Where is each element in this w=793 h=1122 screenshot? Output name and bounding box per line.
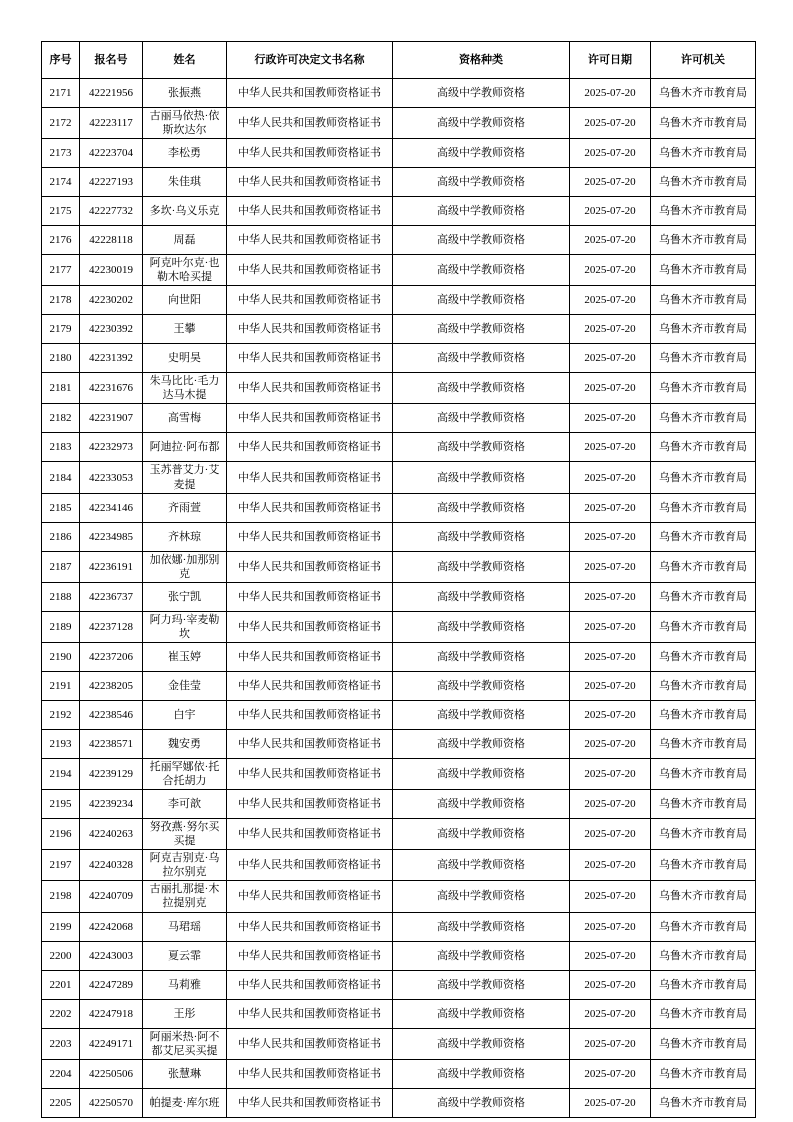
cell-type: 高级中学教师资格	[393, 700, 570, 729]
cell-type: 高级中学教师资格	[393, 255, 570, 286]
cell-doc: 中华人民共和国教师资格证书	[227, 493, 393, 522]
table-row	[42, 226, 756, 255]
cell-org: 乌鲁木齐市教育局	[651, 551, 756, 582]
cell-date: 2025-07-20	[570, 881, 651, 912]
cell-reg: 42234146	[80, 493, 143, 522]
header-row	[42, 42, 756, 79]
cell-type: 高级中学教师资格	[393, 522, 570, 551]
cell-doc: 中华人民共和国教师资格证书	[227, 700, 393, 729]
cell-name: 周磊	[143, 226, 227, 255]
table-row	[42, 286, 756, 315]
cell-name: 王攀	[143, 315, 227, 344]
table-row	[42, 315, 756, 344]
cell-date: 2025-07-20	[570, 404, 651, 433]
cell-org: 乌鲁木齐市教育局	[651, 404, 756, 433]
cell-no: 2174	[42, 168, 80, 197]
cell-doc: 中华人民共和国教师资格证书	[227, 522, 393, 551]
cell-no: 2195	[42, 790, 80, 819]
cell-name: 白宇	[143, 700, 227, 729]
cell-org: 乌鲁木齐市教育局	[651, 700, 756, 729]
cell-reg: 42238571	[80, 729, 143, 758]
cell-date: 2025-07-20	[570, 315, 651, 344]
cell-type: 高级中学教师资格	[393, 970, 570, 999]
cell-no: 2180	[42, 344, 80, 373]
cell-name: 崔玉婷	[143, 642, 227, 671]
table-row	[42, 790, 756, 819]
table-row	[42, 522, 756, 551]
cell-org: 乌鲁木齐市教育局	[651, 999, 756, 1028]
cell-type: 高级中学教师资格	[393, 758, 570, 789]
cell-no: 2192	[42, 700, 80, 729]
cell-reg: 42227193	[80, 168, 143, 197]
cell-org: 乌鲁木齐市教育局	[651, 255, 756, 286]
cell-type: 高级中学教师资格	[393, 344, 570, 373]
cell-date: 2025-07-20	[570, 700, 651, 729]
table-row	[42, 671, 756, 700]
cell-type: 高级中学教师资格	[393, 226, 570, 255]
cell-org: 乌鲁木齐市教育局	[651, 758, 756, 789]
cell-name: 史明昊	[143, 344, 227, 373]
cell-no: 2201	[42, 970, 80, 999]
cell-date: 2025-07-20	[570, 970, 651, 999]
cell-no: 2197	[42, 850, 80, 881]
cell-reg: 42250570	[80, 1088, 143, 1117]
cell-name: 齐雨萱	[143, 493, 227, 522]
cell-no: 2189	[42, 611, 80, 642]
cell-org: 乌鲁木齐市教育局	[651, 79, 756, 108]
cell-date: 2025-07-20	[570, 758, 651, 789]
cell-doc: 中华人民共和国教师资格证书	[227, 582, 393, 611]
cell-type: 高级中学教师资格	[393, 108, 570, 139]
table-row	[42, 433, 756, 462]
cell-reg: 42236737	[80, 582, 143, 611]
cell-org: 乌鲁木齐市教育局	[651, 197, 756, 226]
cell-doc: 中华人民共和国教师资格证书	[227, 462, 393, 493]
table-row	[42, 1088, 756, 1117]
cell-date: 2025-07-20	[570, 1028, 651, 1059]
cell-no: 2181	[42, 373, 80, 404]
cell-org: 乌鲁木齐市教育局	[651, 582, 756, 611]
cell-date: 2025-07-20	[570, 1088, 651, 1117]
cell-reg: 42238546	[80, 700, 143, 729]
license-table	[41, 41, 756, 1118]
cell-reg: 42237128	[80, 611, 143, 642]
table-row	[42, 819, 756, 850]
cell-no: 2177	[42, 255, 80, 286]
table-row	[42, 611, 756, 642]
cell-no: 2196	[42, 819, 80, 850]
table-row	[42, 168, 756, 197]
cell-date: 2025-07-20	[570, 433, 651, 462]
cell-reg: 42249171	[80, 1028, 143, 1059]
cell-date: 2025-07-20	[570, 819, 651, 850]
cell-date: 2025-07-20	[570, 850, 651, 881]
cell-name: 阿克叶尔克·也勒木哈买提	[143, 255, 227, 286]
cell-no: 2182	[42, 404, 80, 433]
table-row	[42, 729, 756, 758]
table-row	[42, 1059, 756, 1088]
cell-org: 乌鲁木齐市教育局	[651, 226, 756, 255]
cell-reg: 42240709	[80, 881, 143, 912]
cell-reg: 42230019	[80, 255, 143, 286]
cell-date: 2025-07-20	[570, 941, 651, 970]
cell-reg: 42240328	[80, 850, 143, 881]
cell-reg: 42227732	[80, 197, 143, 226]
cell-org: 乌鲁木齐市教育局	[651, 139, 756, 168]
cell-name: 古丽马依热·依斯坎达尔	[143, 108, 227, 139]
cell-name: 向世阳	[143, 286, 227, 315]
cell-no: 2205	[42, 1088, 80, 1117]
cell-org: 乌鲁木齐市教育局	[651, 286, 756, 315]
cell-name: 张慧琳	[143, 1059, 227, 1088]
cell-date: 2025-07-20	[570, 79, 651, 108]
cell-org: 乌鲁木齐市教育局	[651, 671, 756, 700]
cell-no: 2194	[42, 758, 80, 789]
cell-no: 2175	[42, 197, 80, 226]
cell-date: 2025-07-20	[570, 611, 651, 642]
table-row	[42, 462, 756, 493]
column-header-serial-no: 序号	[42, 42, 80, 79]
cell-type: 高级中学教师资格	[393, 373, 570, 404]
cell-type: 高级中学教师资格	[393, 139, 570, 168]
cell-date: 2025-07-20	[570, 790, 651, 819]
table-row	[42, 758, 756, 789]
cell-name: 帕提麦·库尔班	[143, 1088, 227, 1117]
cell-doc: 中华人民共和国教师资格证书	[227, 433, 393, 462]
cell-doc: 中华人民共和国教师资格证书	[227, 139, 393, 168]
cell-org: 乌鲁木齐市教育局	[651, 850, 756, 881]
cell-date: 2025-07-20	[570, 168, 651, 197]
cell-org: 乌鲁木齐市教育局	[651, 912, 756, 941]
cell-name: 托丽罕娜依·托合托胡力	[143, 758, 227, 789]
cell-reg: 42242068	[80, 912, 143, 941]
cell-doc: 中华人民共和国教师资格证书	[227, 1088, 393, 1117]
cell-type: 高级中学教师资格	[393, 582, 570, 611]
cell-doc: 中华人民共和国教师资格证书	[227, 226, 393, 255]
cell-reg: 42250506	[80, 1059, 143, 1088]
cell-no: 2204	[42, 1059, 80, 1088]
cell-reg: 42231676	[80, 373, 143, 404]
cell-type: 高级中学教师资格	[393, 551, 570, 582]
cell-type: 高级中学教师资格	[393, 850, 570, 881]
cell-type: 高级中学教师资格	[393, 1059, 570, 1088]
cell-type: 高级中学教师资格	[393, 168, 570, 197]
table-row	[42, 881, 756, 912]
cell-name: 魏安勇	[143, 729, 227, 758]
cell-date: 2025-07-20	[570, 286, 651, 315]
cell-type: 高级中学教师资格	[393, 493, 570, 522]
cell-name: 李可歆	[143, 790, 227, 819]
cell-reg: 42247918	[80, 999, 143, 1028]
cell-type: 高级中学教师资格	[393, 912, 570, 941]
table-row	[42, 493, 756, 522]
cell-org: 乌鲁木齐市教育局	[651, 819, 756, 850]
cell-no: 2188	[42, 582, 80, 611]
cell-name: 李松勇	[143, 139, 227, 168]
cell-doc: 中华人民共和国教师资格证书	[227, 404, 393, 433]
cell-date: 2025-07-20	[570, 139, 651, 168]
cell-doc: 中华人民共和国教师资格证书	[227, 642, 393, 671]
cell-org: 乌鲁木齐市教育局	[651, 462, 756, 493]
cell-name: 张振燕	[143, 79, 227, 108]
table-header	[42, 42, 756, 79]
cell-date: 2025-07-20	[570, 108, 651, 139]
cell-org: 乌鲁木齐市教育局	[651, 344, 756, 373]
cell-name: 阿迪拉·阿布都	[143, 433, 227, 462]
cell-org: 乌鲁木齐市教育局	[651, 611, 756, 642]
cell-org: 乌鲁木齐市教育局	[651, 1059, 756, 1088]
cell-doc: 中华人民共和国教师资格证书	[227, 758, 393, 789]
cell-type: 高级中学教师资格	[393, 611, 570, 642]
cell-reg: 42232973	[80, 433, 143, 462]
table-row	[42, 700, 756, 729]
cell-org: 乌鲁木齐市教育局	[651, 881, 756, 912]
cell-no: 2199	[42, 912, 80, 941]
cell-name: 张宁凯	[143, 582, 227, 611]
cell-type: 高级中学教师资格	[393, 729, 570, 758]
table-row	[42, 344, 756, 373]
cell-name: 加依娜·加那别克	[143, 551, 227, 582]
cell-type: 高级中学教师资格	[393, 819, 570, 850]
cell-org: 乌鲁木齐市教育局	[651, 433, 756, 462]
cell-no: 2198	[42, 881, 80, 912]
cell-reg: 42223704	[80, 139, 143, 168]
cell-doc: 中华人民共和国教师资格证书	[227, 790, 393, 819]
table-body	[42, 79, 756, 1118]
cell-doc: 中华人民共和国教师资格证书	[227, 108, 393, 139]
table-row	[42, 912, 756, 941]
cell-date: 2025-07-20	[570, 912, 651, 941]
cell-date: 2025-07-20	[570, 522, 651, 551]
cell-no: 2187	[42, 551, 80, 582]
cell-no: 2190	[42, 642, 80, 671]
cell-doc: 中华人民共和国教师资格证书	[227, 671, 393, 700]
cell-org: 乌鲁木齐市教育局	[651, 315, 756, 344]
cell-date: 2025-07-20	[570, 582, 651, 611]
cell-no: 2184	[42, 462, 80, 493]
cell-doc: 中华人民共和国教师资格证书	[227, 168, 393, 197]
table-row	[42, 404, 756, 433]
cell-date: 2025-07-20	[570, 255, 651, 286]
cell-doc: 中华人民共和国教师资格证书	[227, 197, 393, 226]
cell-org: 乌鲁木齐市教育局	[651, 1088, 756, 1117]
cell-reg: 42247289	[80, 970, 143, 999]
cell-type: 高级中学教师资格	[393, 999, 570, 1028]
cell-doc: 中华人民共和国教师资格证书	[227, 729, 393, 758]
cell-no: 2183	[42, 433, 80, 462]
cell-doc: 中华人民共和国教师资格证书	[227, 881, 393, 912]
cell-doc: 中华人民共和国教师资格证书	[227, 999, 393, 1028]
cell-name: 玉苏普艾力·艾麦提	[143, 462, 227, 493]
table-row	[42, 850, 756, 881]
cell-no: 2185	[42, 493, 80, 522]
cell-date: 2025-07-20	[570, 642, 651, 671]
cell-date: 2025-07-20	[570, 671, 651, 700]
table-row	[42, 255, 756, 286]
cell-reg: 42230202	[80, 286, 143, 315]
cell-type: 高级中学教师资格	[393, 642, 570, 671]
table-row	[42, 999, 756, 1028]
cell-reg: 42240263	[80, 819, 143, 850]
cell-no: 2172	[42, 108, 80, 139]
cell-org: 乌鲁木齐市教育局	[651, 1028, 756, 1059]
cell-doc: 中华人民共和国教师资格证书	[227, 819, 393, 850]
cell-doc: 中华人民共和国教师资格证书	[227, 970, 393, 999]
table-row	[42, 970, 756, 999]
cell-date: 2025-07-20	[570, 999, 651, 1028]
table-row	[42, 373, 756, 404]
column-header-license-authority: 许可机关	[651, 42, 756, 79]
cell-doc: 中华人民共和国教师资格证书	[227, 912, 393, 941]
cell-reg: 42239129	[80, 758, 143, 789]
cell-name: 多坎·乌义乐克	[143, 197, 227, 226]
cell-no: 2193	[42, 729, 80, 758]
cell-doc: 中华人民共和国教师资格证书	[227, 850, 393, 881]
cell-name: 马莉雅	[143, 970, 227, 999]
cell-name: 阿克吉别克·乌拉尔别克	[143, 850, 227, 881]
cell-name: 朱佳琪	[143, 168, 227, 197]
cell-type: 高级中学教师资格	[393, 79, 570, 108]
column-header-license-document: 行政许可决定文书名称	[227, 42, 393, 79]
cell-no: 2173	[42, 139, 80, 168]
cell-org: 乌鲁木齐市教育局	[651, 970, 756, 999]
cell-name: 马珺瑶	[143, 912, 227, 941]
cell-type: 高级中学教师资格	[393, 197, 570, 226]
table-row	[42, 79, 756, 108]
cell-no: 2176	[42, 226, 80, 255]
cell-reg: 42231907	[80, 404, 143, 433]
cell-date: 2025-07-20	[570, 226, 651, 255]
cell-type: 高级中学教师资格	[393, 881, 570, 912]
cell-org: 乌鲁木齐市教育局	[651, 522, 756, 551]
cell-type: 高级中学教师资格	[393, 315, 570, 344]
table-row	[42, 941, 756, 970]
cell-type: 高级中学教师资格	[393, 790, 570, 819]
table-row	[42, 108, 756, 139]
cell-reg: 42234985	[80, 522, 143, 551]
cell-date: 2025-07-20	[570, 551, 651, 582]
cell-doc: 中华人民共和国教师资格证书	[227, 315, 393, 344]
column-header-qualification-type: 资格种类	[393, 42, 570, 79]
cell-date: 2025-07-20	[570, 462, 651, 493]
cell-name: 朱马比比·毛力达马木提	[143, 373, 227, 404]
cell-date: 2025-07-20	[570, 1059, 651, 1088]
cell-type: 高级中学教师资格	[393, 941, 570, 970]
cell-name: 努孜燕·努尔买买提	[143, 819, 227, 850]
cell-type: 高级中学教师资格	[393, 404, 570, 433]
table-row	[42, 582, 756, 611]
table-row	[42, 642, 756, 671]
cell-doc: 中华人民共和国教师资格证书	[227, 941, 393, 970]
cell-doc: 中华人民共和国教师资格证书	[227, 373, 393, 404]
table-row	[42, 139, 756, 168]
cell-name: 王彤	[143, 999, 227, 1028]
cell-reg: 42237206	[80, 642, 143, 671]
cell-no: 2186	[42, 522, 80, 551]
cell-reg: 42238205	[80, 671, 143, 700]
cell-reg: 42230392	[80, 315, 143, 344]
cell-date: 2025-07-20	[570, 373, 651, 404]
cell-type: 高级中学教师资格	[393, 462, 570, 493]
table-row	[42, 197, 756, 226]
table-row	[42, 551, 756, 582]
cell-org: 乌鲁木齐市教育局	[651, 941, 756, 970]
cell-doc: 中华人民共和国教师资格证书	[227, 551, 393, 582]
cell-doc: 中华人民共和国教师资格证书	[227, 286, 393, 315]
cell-name: 高雪梅	[143, 404, 227, 433]
cell-no: 2202	[42, 999, 80, 1028]
cell-reg: 42243003	[80, 941, 143, 970]
cell-type: 高级中学教师资格	[393, 1028, 570, 1059]
cell-doc: 中华人民共和国教师资格证书	[227, 255, 393, 286]
cell-name: 阿力玛·宰麦勒坎	[143, 611, 227, 642]
cell-org: 乌鲁木齐市教育局	[651, 493, 756, 522]
column-header-registration-no: 报名号	[80, 42, 143, 79]
cell-date: 2025-07-20	[570, 197, 651, 226]
cell-name: 阿丽米热·阿不都艾尼买买提	[143, 1028, 227, 1059]
cell-date: 2025-07-20	[570, 729, 651, 758]
cell-org: 乌鲁木齐市教育局	[651, 729, 756, 758]
cell-date: 2025-07-20	[570, 344, 651, 373]
cell-no: 2200	[42, 941, 80, 970]
cell-org: 乌鲁木齐市教育局	[651, 168, 756, 197]
column-header-license-date: 许可日期	[570, 42, 651, 79]
cell-no: 2178	[42, 286, 80, 315]
cell-reg: 42231392	[80, 344, 143, 373]
cell-name: 金佳莹	[143, 671, 227, 700]
table-row	[42, 1028, 756, 1059]
cell-no: 2203	[42, 1028, 80, 1059]
cell-type: 高级中学教师资格	[393, 1088, 570, 1117]
cell-doc: 中华人民共和国教师资格证书	[227, 79, 393, 108]
cell-name: 古丽扎那提·木拉提别克	[143, 881, 227, 912]
cell-type: 高级中学教师资格	[393, 433, 570, 462]
cell-date: 2025-07-20	[570, 493, 651, 522]
cell-name: 夏云霏	[143, 941, 227, 970]
cell-doc: 中华人民共和国教师资格证书	[227, 1059, 393, 1088]
cell-reg: 42236191	[80, 551, 143, 582]
cell-doc: 中华人民共和国教师资格证书	[227, 611, 393, 642]
cell-doc: 中华人民共和国教师资格证书	[227, 1028, 393, 1059]
cell-reg: 42228118	[80, 226, 143, 255]
cell-reg: 42221956	[80, 79, 143, 108]
cell-no: 2179	[42, 315, 80, 344]
cell-org: 乌鲁木齐市教育局	[651, 790, 756, 819]
cell-no: 2191	[42, 671, 80, 700]
cell-name: 齐林琼	[143, 522, 227, 551]
cell-no: 2171	[42, 79, 80, 108]
cell-reg: 42239234	[80, 790, 143, 819]
cell-org: 乌鲁木齐市教育局	[651, 108, 756, 139]
cell-org: 乌鲁木齐市教育局	[651, 373, 756, 404]
cell-doc: 中华人民共和国教师资格证书	[227, 344, 393, 373]
cell-reg: 42223117	[80, 108, 143, 139]
column-header-name: 姓名	[143, 42, 227, 79]
cell-type: 高级中学教师资格	[393, 671, 570, 700]
cell-org: 乌鲁木齐市教育局	[651, 642, 756, 671]
cell-reg: 42233053	[80, 462, 143, 493]
cell-type: 高级中学教师资格	[393, 286, 570, 315]
